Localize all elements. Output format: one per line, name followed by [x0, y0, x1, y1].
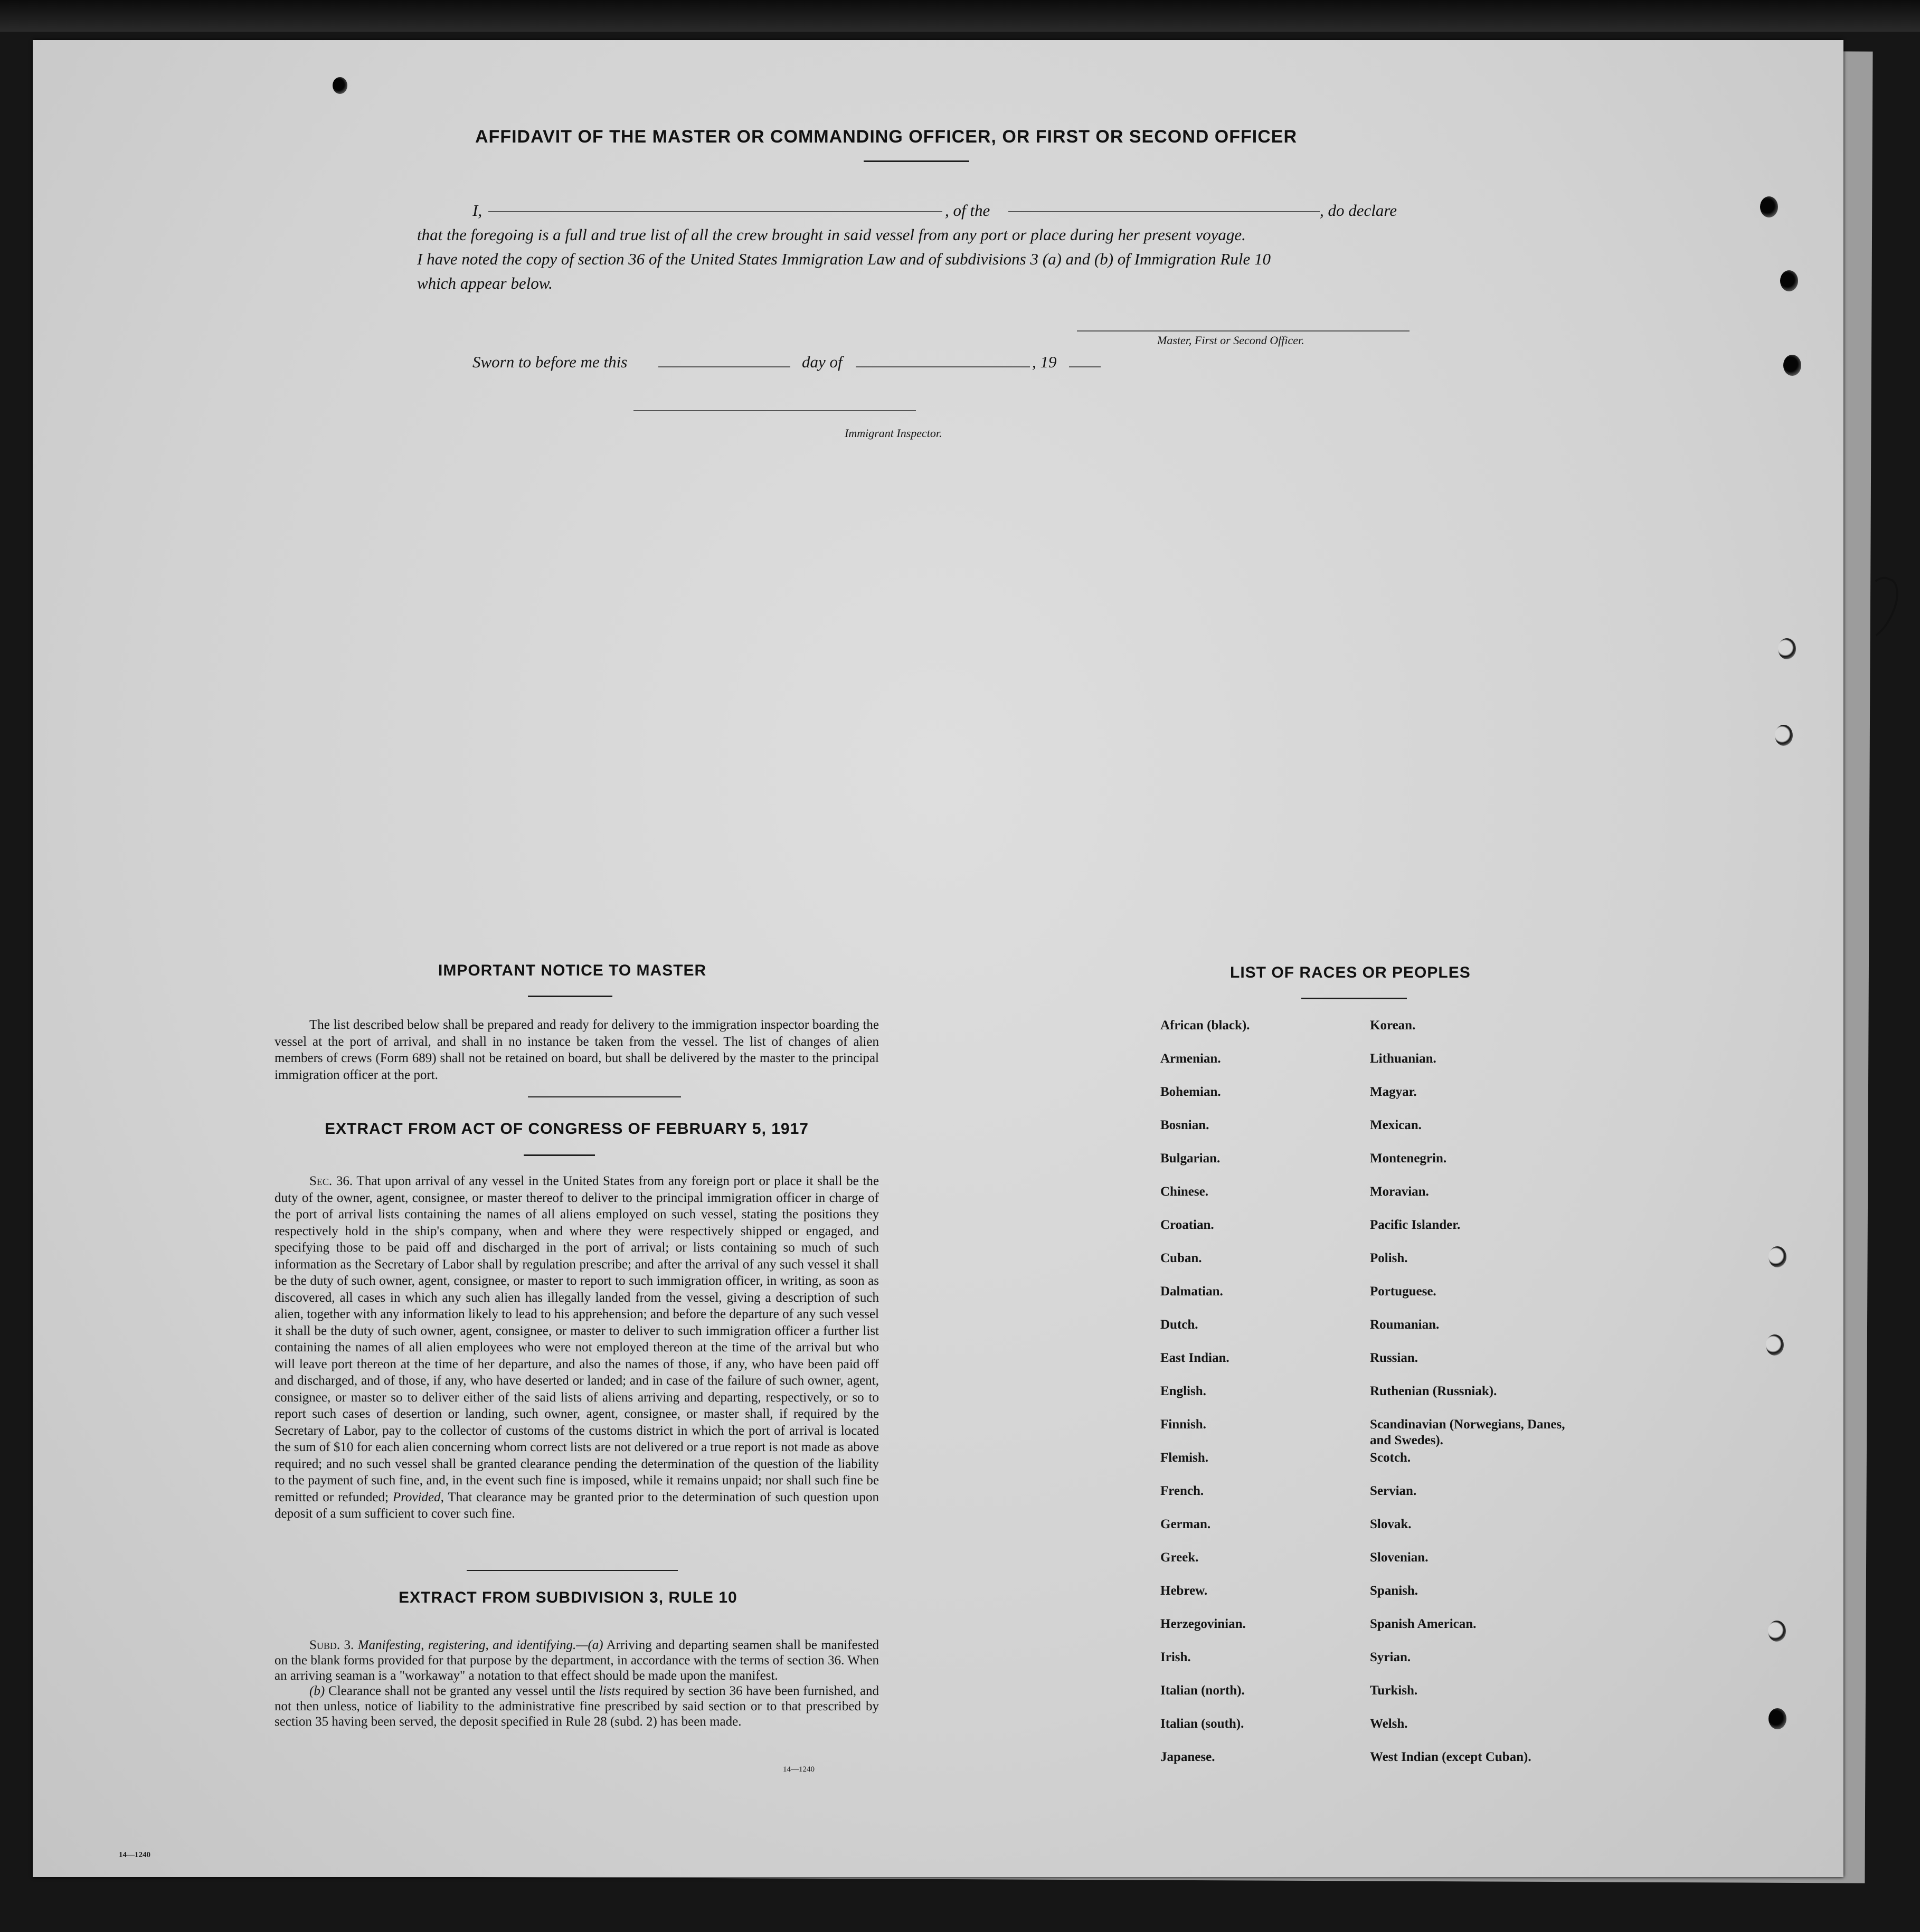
binder-hole-icon	[1778, 638, 1796, 659]
scan-top-edge	[0, 0, 1920, 32]
race-item: Ruthenian (Russniak).	[1370, 1384, 1497, 1398]
race-item: African (black).	[1160, 1018, 1250, 1033]
rule10-para-a-text: Arriving and departing seamen shall be manifested on the blank forms provided for that purpose by the department, in accordance with the terms of section 36. When an arriving seaman is a "workaway" a notation to that effect should be made upon the manifest.	[275, 1638, 879, 1683]
race-item: Irish.	[1160, 1650, 1191, 1664]
form-code: 14—1240	[783, 1765, 815, 1774]
act-section-label: Sec. 36.	[309, 1174, 353, 1188]
race-item: Chinese.	[1160, 1185, 1208, 1199]
rule10-heading: EXTRACT FROM SUBDIVISION 3, RULE 10	[399, 1589, 737, 1606]
binder-hole-icon	[333, 77, 347, 94]
rule10-para-a	[275, 1637, 879, 1683]
binder-hole-icon	[1766, 1334, 1784, 1356]
race-item: Moravian.	[1370, 1185, 1429, 1199]
declare-text: , do declare	[1320, 201, 1397, 220]
declaration-text-2: that the foregoing is a full and true list of all the crew brought in said vessel from any port or place during her present voyage.	[417, 225, 1246, 244]
signature-label: Master, First or Second Officer.	[1157, 334, 1304, 347]
binder-hole-icon	[1783, 355, 1801, 376]
act-provided: Provided,	[392, 1490, 444, 1504]
form-code-corner: 14—1240	[119, 1851, 150, 1859]
affidavit-title: AFFIDAVIT OF THE MASTER OR COMMANDING OFFICER, OR FIRST OR SECOND OFFICER	[475, 127, 1297, 147]
race-item: Slovak.	[1370, 1517, 1412, 1531]
race-item: East Indian.	[1160, 1351, 1229, 1365]
year-blank[interactable]	[1069, 351, 1101, 367]
act-end-rule	[467, 1570, 678, 1571]
race-item: Cuban.	[1160, 1251, 1202, 1265]
sworn-day-of: day of	[802, 353, 843, 371]
sworn-line	[472, 353, 1159, 377]
race-item: Bulgarian.	[1160, 1151, 1221, 1166]
race-item: Spanish.	[1370, 1584, 1418, 1598]
binder-hole-icon	[1768, 1708, 1786, 1729]
rule10-para-b-label: (b)	[309, 1684, 325, 1698]
rule10-para-b-text-1: Clearance shall not be granted any vessel until the	[328, 1684, 595, 1698]
notice-rule	[528, 996, 612, 997]
rule10-sub-title: Manifesting, registering, and identifying.—(a)	[357, 1638, 603, 1652]
race-item: Pacific Islander.	[1370, 1218, 1461, 1232]
sworn-prefix: Sworn to before me this	[472, 353, 628, 371]
declaration-text-3: I have noted the copy of section 36 of the United States Immigration Law and of subdivisions 3 (a) and (b) of Immigration Rule 10	[417, 250, 1271, 268]
race-item: West Indian (except Cuban).	[1370, 1750, 1531, 1764]
race-item: Flemish.	[1160, 1451, 1208, 1465]
affidavit-block	[417, 198, 1415, 296]
race-item: Scandinavian (Norwegians, Danes, and Swedes).	[1370, 1417, 1565, 1447]
race-item: Italian (north).	[1160, 1683, 1245, 1698]
declaration-line	[417, 198, 1415, 223]
races-column-2	[1370, 1018, 1581, 1783]
title-rule	[864, 160, 969, 162]
race-item: Syrian.	[1370, 1650, 1411, 1664]
vessel-blank[interactable]	[1008, 195, 1320, 212]
race-item: Scotch.	[1370, 1451, 1411, 1465]
rule10-para-b-text-2: required by section 36 have been furnished, and not then unless, notice of liability to the administrative fine prescribed by said section or to that prescribed by section 35 having been served, the deposit specified in Rule 28 (subd. 2) has been made.	[275, 1684, 879, 1729]
race-item: Japanese.	[1160, 1750, 1215, 1764]
race-item: Magyar.	[1370, 1085, 1417, 1099]
act-rule	[524, 1154, 595, 1156]
act-text-1: That upon arrival of any vessel in the United States from any foreign port or place it shall be the duty of the owner, agent, consignee, or master thereof to deliver to the principal immigration officer in charge of the port of arrival lists containing the names of all aliens employed on such vessel, stating the positions they respectively hold in the ship's company, when and where they were respectively shipped or engaged, and specifying those to be paid off and discharged in the port of arrival; or lists containing so much of such information as the Secretary of Labor shall by regulation prescribe; and after the arrival of any such vessel it shall be the duty of such owner, agent, consignee, or master to report to such immigration officer, in writing, as soon as discovered, all cases in which any such alien has illegally landed from the vessel, giving a description of such alien, together with any information likely to lead to his apprehension; and before the departure of any such vessel it shall be the duty of such owner, agent, consignee, or master to deliver to such immigration officer a further list containing the names of all alien employees who were not employed thereon at the time of the arrival but who will leave port thereon at the time of her departure, and also the names of those, if any, who have been paid off and discharged, and of those, if any, who have deserted or landed; and in case of the failure of such owner, agent, consignee, or master so to deliver either of the said lists of aliens arriving and departing, respectively, or so to report such cases of desertion or landing, such owner, agent, consignee, or master shall, if required by the Secretary of Labor, pay to the collector of customs of the customs district in which the port of arrival is located the sum of $10 for each alien concerning whom correct lists are not delivered or a true report is not made as above required; and no such vessel shall be granted clearance pending the determination of the question of the liability to the payment of such fine, and, in the event such fine is imposed, while it remains unpaid; nor shall such fine be remitted or refunded;	[275, 1174, 879, 1504]
race-item: Roumanian.	[1370, 1318, 1440, 1332]
race-item: English.	[1160, 1384, 1206, 1398]
race-item: Portuguese.	[1370, 1284, 1436, 1299]
race-item: Turkish.	[1370, 1683, 1418, 1698]
declarant-prefix: I,	[472, 201, 483, 220]
act-text-2: That clearance may be granted prior to the determination of such question upon deposit of a sum sufficient to cover such fine.	[275, 1490, 879, 1521]
binder-hole-icon	[1775, 725, 1793, 746]
signature-line[interactable]	[1077, 330, 1410, 332]
race-item: Italian (south).	[1160, 1717, 1244, 1731]
race-item: Dalmatian.	[1160, 1284, 1223, 1299]
race-item: Finnish.	[1160, 1417, 1206, 1432]
act-body	[275, 1173, 879, 1522]
race-item: Bosnian.	[1160, 1118, 1209, 1132]
name-blank[interactable]	[488, 195, 942, 212]
race-item: Dutch.	[1160, 1318, 1198, 1332]
sworn-year: , 19	[1032, 353, 1057, 371]
race-item: Armenian.	[1160, 1052, 1221, 1066]
rule10-body	[275, 1637, 879, 1729]
notice-body: The list described below shall be prepared and ready for delivery to the immigration inspector boarding the vessel at the port of arrival, and shall in no instance be taken from the vessel. The list of changes of alien members of crews (Form 689) shall not be retained on board, but shall be delivered by the master to the principal immigration officer at the port.	[275, 1018, 879, 1082]
race-item: Servian.	[1370, 1484, 1417, 1498]
races-rule	[1301, 998, 1407, 999]
notice-heading: IMPORTANT NOTICE TO MASTER	[438, 962, 707, 979]
race-item: Herzegovinian.	[1160, 1617, 1246, 1631]
rule10-para-b-lists: lists	[599, 1684, 621, 1698]
binder-hole-icon	[1768, 1621, 1786, 1642]
race-item: Spanish American.	[1370, 1617, 1477, 1631]
binder-hole-icon	[1768, 1246, 1786, 1267]
race-item: Croatian.	[1160, 1218, 1214, 1232]
inspector-label: Immigrant Inspector.	[845, 427, 942, 440]
race-item: Korean.	[1370, 1018, 1416, 1033]
race-item: French.	[1160, 1484, 1204, 1498]
rule10-para-b	[275, 1683, 879, 1729]
race-item: Polish.	[1370, 1251, 1408, 1265]
races-heading: LIST OF RACES OR PEOPLES	[1230, 964, 1471, 981]
rule10-sub-label: Subd. 3.	[309, 1638, 354, 1652]
binder-hole-icon	[1760, 196, 1778, 217]
act-heading: EXTRACT FROM ACT OF CONGRESS OF FEBRUARY 5, 1917	[325, 1120, 809, 1138]
race-item: Russian.	[1370, 1351, 1418, 1365]
race-item: Greek.	[1160, 1550, 1199, 1565]
binder-hole-icon	[1780, 270, 1798, 291]
race-item: Slovenian.	[1370, 1550, 1429, 1565]
race-item: Bohemian.	[1160, 1085, 1221, 1099]
day-blank[interactable]	[658, 351, 790, 367]
notice-end-rule	[528, 1096, 681, 1097]
race-item: Welsh.	[1370, 1717, 1408, 1731]
of-the-text: , of the	[945, 201, 990, 220]
race-item: Montenegrin.	[1370, 1151, 1447, 1166]
inspector-signature-line[interactable]	[633, 410, 916, 411]
declaration-text-4: which appear below.	[417, 274, 553, 292]
race-item: Mexican.	[1370, 1118, 1422, 1132]
races-column-1	[1160, 1018, 1250, 1783]
month-blank[interactable]	[856, 351, 1030, 367]
race-item: Hebrew.	[1160, 1584, 1208, 1598]
race-item: German.	[1160, 1517, 1211, 1531]
race-item: Lithuanian.	[1370, 1052, 1436, 1066]
